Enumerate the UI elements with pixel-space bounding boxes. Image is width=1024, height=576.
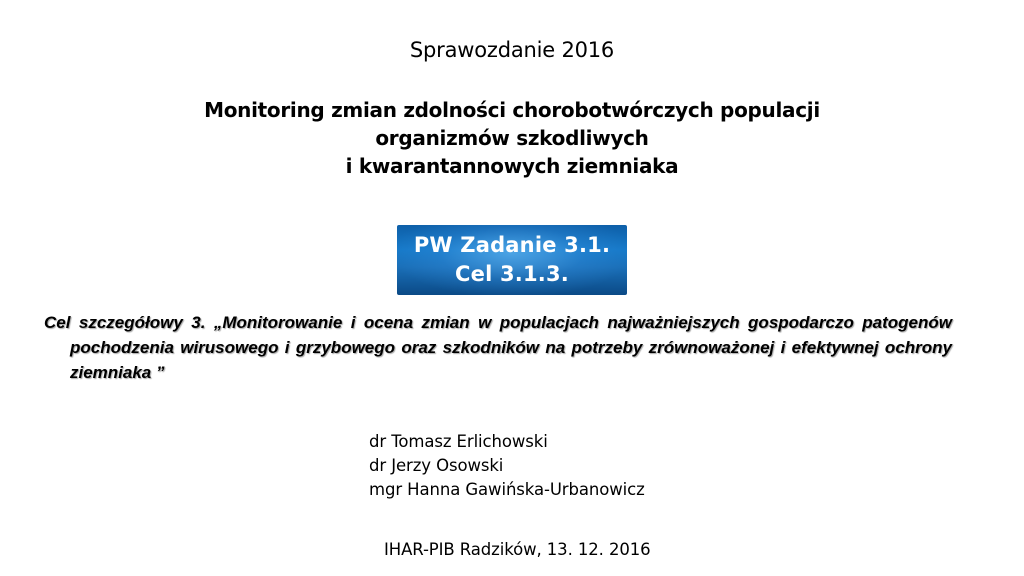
task-badge-line-2: Cel 3.1.3.	[455, 262, 569, 286]
task-badge-line-1: PW Zadanie 3.1.	[413, 233, 611, 257]
specific-objective: Cel szczegółowy 3. „Monitorowanie i ocena zmian w populacjach najważniejszych gospodarczo patogenów pochodzenia wirusowego i grzybowego oraz szkodników na potrzeby zrównoważonej i efektywnej ochrony ziemniaka ”	[44, 313, 952, 382]
main-title-line-3: i kwarantannowych ziemniaka	[345, 154, 679, 178]
author-name: dr Tomasz Erlichowski	[369, 432, 548, 451]
task-badge	[397, 225, 627, 295]
author-list	[369, 430, 645, 502]
author-name: dr Jerzy Osowski	[369, 456, 504, 475]
main-title-line-2: organizmów szkodliwych	[375, 126, 649, 150]
place-and-date: IHAR-PIB Radzików, 13. 12. 2016	[384, 540, 651, 559]
main-title-line-1: Monitoring zmian zdolności chorobotwórczych populacji	[204, 98, 820, 122]
main-title	[0, 96, 1024, 180]
report-label: Sprawozdanie 2016	[409, 38, 615, 62]
author-name: mgr Hanna Gawińska-Urbanowicz	[369, 480, 645, 499]
